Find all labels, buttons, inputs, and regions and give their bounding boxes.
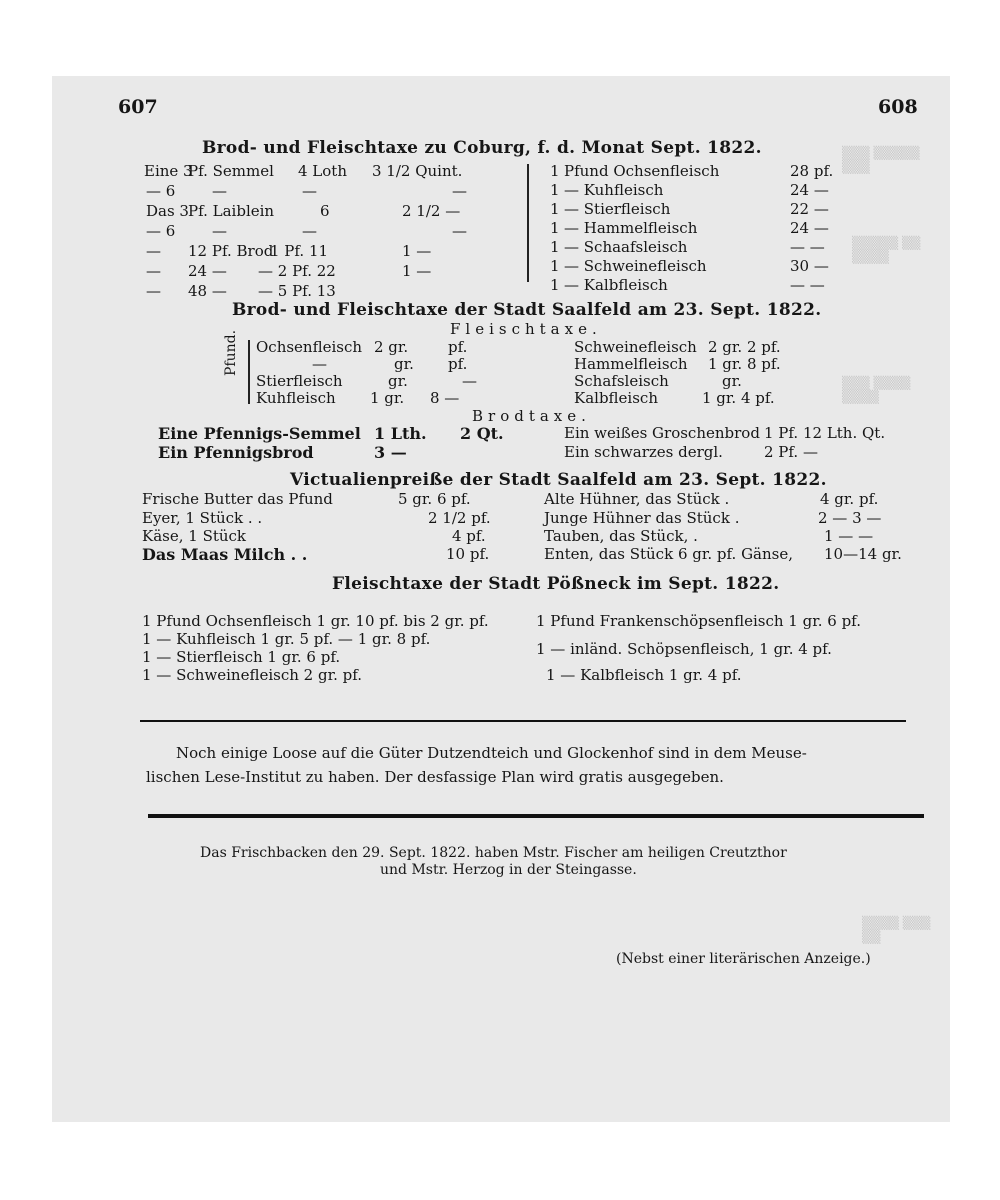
table-cell: 3 1/2 Quint. <box>372 162 463 180</box>
list-item: 1 — Schweinefleisch 2 gr. pf. <box>142 666 363 684</box>
table-cell: 5 gr. 6 pf. <box>398 490 471 508</box>
table-cell: 2 gr. 2 pf. <box>708 338 781 356</box>
table-cell: Kalbfleisch <box>574 389 658 407</box>
table-cell: 1 — <box>402 262 432 280</box>
table-cell: gr. <box>388 372 408 390</box>
table-cell: — <box>302 182 317 200</box>
table-cell: Alte Hühner, das Stück . <box>544 490 730 508</box>
table-cell: — Hammelfleisch <box>564 219 698 237</box>
table-cell: Eine Pfennigs-Semmel <box>158 424 361 443</box>
table-cell: — <box>312 355 327 373</box>
table-cell: Eine 3 <box>144 162 193 180</box>
table-cell: — <box>302 222 317 240</box>
table-cell: 2 Pf. — <box>764 443 818 461</box>
divider-rule-thick <box>148 814 924 818</box>
table-cell: — Schweinefleisch <box>564 257 707 275</box>
table-cell: 1 Lth. <box>374 424 427 443</box>
table-cell: 1 <box>550 276 560 294</box>
table-cell: 24 — <box>790 219 829 237</box>
table-cell: Stierfleisch <box>256 372 343 390</box>
table-cell: 1 <box>550 238 560 256</box>
table-cell: 6 <box>320 202 330 220</box>
saalfeld-title: Brod- und Fleischtaxe der Stadt Saalfeld am 23. Sept. 1822. <box>232 300 822 320</box>
table-cell: 10 pf. <box>446 545 490 563</box>
table-cell: — 2 Pf. 22 <box>258 262 336 280</box>
table-cell: gr. <box>722 372 742 390</box>
table-cell: 24 — <box>790 181 829 199</box>
table-cell: — Kuhfleisch <box>564 181 664 199</box>
table-cell: Käse, 1 Stück <box>142 527 247 545</box>
table-cell: 48 — <box>188 282 227 300</box>
table-cell: Kuhfleisch <box>256 389 336 407</box>
table-cell: Tauben, das Stück, . <box>544 527 698 545</box>
table-cell: 1 — <box>402 242 432 260</box>
table-cell: — Schaafsleisch <box>564 238 688 256</box>
table-cell: — <box>146 242 161 260</box>
table-cell: 22 — <box>790 200 829 218</box>
text-line: Das Frischbacken den 29. Sept. 1822. haben Mstr. Fischer am heiligen Creutzthor <box>200 845 787 861</box>
table-cell: — — <box>790 238 825 256</box>
list-item: 1 — Kuhfleisch 1 gr. 5 pf. — 1 gr. 8 pf. <box>142 630 431 648</box>
pfund-label: Pfund. <box>223 329 239 376</box>
table-cell: pf. <box>448 338 468 356</box>
table-cell: 10—14 gr. <box>824 545 902 563</box>
table-cell: — 5 Pf. 13 <box>258 282 336 300</box>
bleed-through: ▒▒▒▒ ▒▒▒ ▒▒ <box>862 916 931 944</box>
table-cell: 2 Qt. <box>460 424 504 443</box>
table-cell: Eyer, 1 Stück . . <box>142 509 263 527</box>
table-cell: — <box>212 182 227 200</box>
table-cell: 4 pf. <box>452 527 486 545</box>
table-cell: Pf. Semmel <box>188 162 274 180</box>
bracket-line <box>248 340 250 404</box>
saalfeld-bread-heading: Brodtaxe. <box>472 407 591 425</box>
bleed-through: ▒▒▒▒▒ ▒▒ ▒▒▒▒ <box>852 236 921 264</box>
text-line: Noch einige Loose auf die Güter Dutzendteich und Glockenhof sind in dem Meuse- <box>176 744 807 762</box>
table-cell: 12 Pf. Brod <box>188 242 274 260</box>
table-cell: 1 — — <box>824 527 874 545</box>
table-cell: 28 pf. <box>790 162 834 180</box>
list-item: 1 Pfund Ochsenfleisch 1 gr. 10 pf. bis 2 gr. pf. <box>142 612 489 630</box>
table-cell: Pfund Ochsenfleisch <box>564 162 720 180</box>
table-cell: Schafsleisch <box>574 372 669 390</box>
table-cell: gr. <box>394 355 414 373</box>
table-cell: — Stierfleisch <box>564 200 671 218</box>
text-line: und Mstr. Herzog in der Steingasse. <box>380 862 637 878</box>
footer-note: (Nebst einer literärischen Anzeige.) <box>616 951 871 967</box>
coburg-title: Brod- und Fleischtaxe zu Coburg, f. d. Monat Sept. 1822. <box>202 138 762 158</box>
table-cell: 2 — 3 — <box>818 509 882 527</box>
table-cell: — 6 <box>146 182 176 200</box>
table-cell: 1 <box>550 181 560 199</box>
bleed-through: ▒▒▒ ▒▒▒▒ ▒▒▒▒ <box>842 376 911 404</box>
table-cell: — <box>146 262 161 280</box>
page-number-left: 607 <box>118 96 158 118</box>
table-cell: Pf. Laiblein <box>188 202 275 220</box>
list-item: 1 — inländ. Schöpsenfleisch, 1 gr. 4 pf. <box>536 640 832 658</box>
table-cell: 8 — <box>430 389 460 407</box>
table-cell: 4 gr. pf. <box>820 490 879 508</box>
table-cell: — — <box>790 276 825 294</box>
table-cell: 24 — <box>188 262 227 280</box>
table-cell: Enten, das Stück 6 gr. pf. Gänse, <box>544 545 794 563</box>
table-cell: 2 1/2 pf. <box>428 509 491 527</box>
column-divider <box>527 164 529 282</box>
table-cell: 1 Pf. 11 <box>270 242 329 260</box>
table-cell: Das 3 <box>146 202 189 220</box>
table-cell: — 6 <box>146 222 176 240</box>
list-item: 1 — Kalbfleisch 1 gr. 4 pf. <box>546 666 742 684</box>
scanned-page <box>52 76 950 1122</box>
table-cell: 1 gr. 4 pf. <box>702 389 775 407</box>
table-cell: — Kalbfleisch <box>564 276 668 294</box>
list-item: 1 — Stierfleisch 1 gr. 6 pf. <box>142 648 341 666</box>
victualien-title: Victualienpreiße der Stadt Saalfeld am 23. Sept. 1822. <box>290 470 827 490</box>
list-item: 1 Pfund Frankenschöpsenfleisch 1 gr. 6 pf. <box>536 612 861 630</box>
table-cell: 1 gr. 8 pf. <box>708 355 781 373</box>
table-cell: — <box>212 222 227 240</box>
saalfeld-meat-heading: Fleischtaxe. <box>450 320 602 338</box>
table-cell: Hammelfleisch <box>574 355 688 373</box>
table-cell: 1 <box>550 219 560 237</box>
text-line: lischen Lese-Institut zu haben. Der desfassige Plan wird gratis ausgegeben. <box>146 768 724 786</box>
table-cell: pf. <box>448 355 468 373</box>
divider-rule <box>140 720 906 722</box>
table-cell: 3 — <box>374 443 407 462</box>
table-cell: 4 Loth <box>298 162 347 180</box>
table-cell: Ein weißes Groschenbrod <box>564 424 760 442</box>
table-cell: Ochsenfleisch <box>256 338 363 356</box>
table-cell: 1 <box>550 257 560 275</box>
table-cell: 1 Pf. 12 Lth. Qt. <box>764 424 886 442</box>
table-cell: Ein schwarzes dergl. <box>564 443 723 461</box>
table-cell: Frische Butter das Pfund <box>142 490 333 508</box>
table-cell: Das Maas Milch . . <box>142 545 308 564</box>
table-cell: — <box>452 182 467 200</box>
table-cell: 1 <box>550 162 560 180</box>
table-cell: 30 — <box>790 257 829 275</box>
table-cell: — <box>146 282 161 300</box>
table-cell: 1 gr. <box>370 389 405 407</box>
table-cell: — <box>462 372 477 390</box>
table-cell: 2 1/2 — <box>402 202 461 220</box>
poessneck-title: Fleischtaxe der Stadt Pößneck im Sept. 1822. <box>332 574 780 594</box>
table-cell: — <box>452 222 467 240</box>
page-number-right: 608 <box>878 96 918 118</box>
table-cell: 1 <box>550 200 560 218</box>
table-cell: 2 gr. <box>374 338 409 356</box>
bleed-through: ▒▒▒ ▒▒▒▒▒ ▒▒▒ <box>842 146 920 174</box>
table-cell: Ein Pfennigsbrod <box>158 443 314 462</box>
table-cell: Schweinefleisch <box>574 338 697 356</box>
table-cell: Junge Hühner das Stück . <box>544 509 740 527</box>
